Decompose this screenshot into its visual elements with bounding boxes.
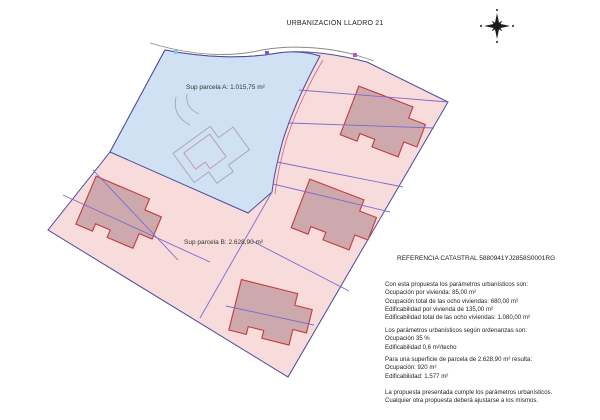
result-params-intro: Para una superficie de parcela de 2.628,90 m² resulta: — [385, 356, 533, 363]
ordinance-params-block — [385, 327, 527, 352]
result-params-line: Ocupación: 920 m² — [385, 364, 437, 372]
proposal-params-line: Ocupación por vivienda: 85,00 m² — [385, 289, 477, 297]
proposal-params-intro: Con esta propuesta los parámetros urbanísticos son: — [385, 281, 528, 288]
compass-rose-icon — [480, 9, 514, 43]
proposal-params-line: Edificabilidad total de las ocho viviendas: 1.080,00 m² — [385, 314, 530, 322]
parcel-a-label: Sup parcela A: 1.015,75 m² — [186, 84, 265, 91]
proposal-params-line: Edificabilidad por vivienda de 135,00 m² — [385, 305, 494, 313]
conclusion-line: Cualquier otra propuesta deberá ajustarse a los mismos. — [385, 397, 539, 405]
ordinance-params-intro: Los parámetros urbanísticos según ordenanzas son: — [385, 327, 527, 334]
ordinance-params-line: Ocupación 35 % — [385, 335, 430, 343]
result-params-line: Edificabilidad: 1.577 m² — [385, 372, 449, 380]
page-title: URBANIZACION LLADRO 21 — [286, 20, 384, 27]
survey-marker — [265, 51, 269, 55]
survey-marker — [174, 50, 178, 54]
proposal-params-line: Ocupación total de las ocho viviendas: 680,00 m² — [385, 297, 519, 305]
cadastral-reference: REFERENCIA CATASTRAL 5880941YJ2858S0001RG — [397, 255, 556, 262]
proposal-params-block — [385, 281, 530, 322]
conclusion-line: La propuesta presentada cumple los parámetros urbanísticos. — [385, 389, 553, 396]
parcel-b-label: Sup parcela B: 2.628,90 m² — [184, 239, 264, 246]
survey-marker — [353, 53, 357, 57]
result-params-block — [385, 356, 532, 381]
conclusion-block — [385, 389, 552, 406]
ordinance-params-line: Edificabilidad 0,6 m²/techo — [385, 343, 457, 351]
